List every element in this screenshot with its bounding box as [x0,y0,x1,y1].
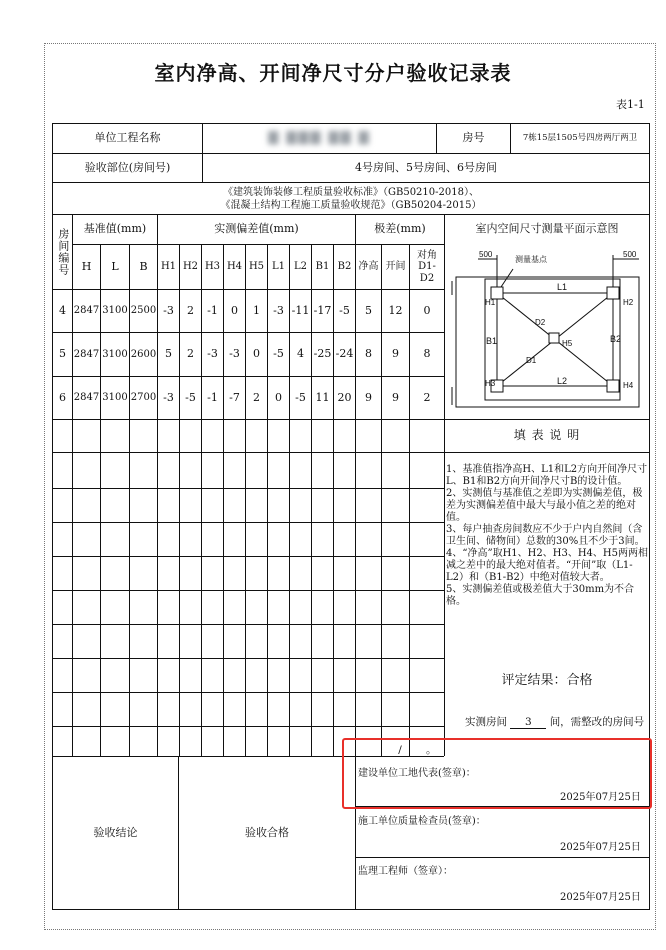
table-cell: -5 [185,390,196,404]
col-H3: H3 [204,261,221,273]
instructions [446,464,650,608]
col-diagonal: 对角D1-D2 [417,249,437,284]
project-name-value: ▇ ▇▇▇ ▇▇ ▇ [268,130,371,146]
table-cell: 12 [388,303,403,317]
table-cell: 4 [59,303,66,317]
col-B: B [139,259,148,273]
table-cell: -25 [313,347,332,361]
label-L2: L2 [557,376,568,386]
label-D2: D2 [535,318,546,327]
table-cell: 3100 [102,392,128,404]
project-name-label: 单位工程名称 [94,131,161,145]
table-cell: 2700 [130,392,157,404]
col-H4: H4 [226,261,243,273]
col-L: L [111,259,119,273]
table-cell: -1 [207,303,218,317]
table-cell: 2847 [73,392,100,404]
label-H4: H4 [623,381,634,390]
table-cell: -3 [207,347,218,361]
instruction-4: 4、“净高”取H1、H2、H3、H4、H5两两相减之差中的最大绝对值者。“开间”取（L1-L2）和（B1-B2）中绝对值较大者。 [446,548,649,583]
table-cell: -5 [339,303,350,317]
table-cell: 2847 [73,348,100,360]
dim-left: 500 [479,250,493,259]
table-cell: 5 [365,303,372,317]
table-cell: 2600 [130,348,157,360]
sig-contractor-date: 2025年07月25日 [560,842,641,853]
extreme-header: 极差(mm) [374,222,426,236]
col-net-height: 净高 [358,261,379,273]
table-cell: 0 [423,303,431,317]
rooms-count: 3 [510,716,546,729]
col-bay: 开间 [385,261,406,273]
label-H5: H5 [562,339,573,348]
table-cell: -3 [273,303,284,317]
base-header: 基准值(mm) [83,222,147,236]
page-title: 室内净高、开间净尺寸分户验收记录表 [154,61,512,85]
room-diagram [445,245,649,419]
col-L1: L1 [271,261,285,273]
part-label: 验收部位(房间号) [84,160,171,174]
room-label: 房号 [462,131,485,145]
col-B1: B1 [315,261,330,273]
end-mark: 。 [426,744,437,756]
table-cell: 9 [392,347,399,361]
table-cell: -3 [163,303,174,317]
table-cell: 0 [275,390,282,404]
instruction-5: 5、实测偏差值或极差值大于30mm为不合格。 [446,584,635,607]
table-cell: 4 [297,347,304,361]
rooms-prefix: 实测房间 [465,716,507,728]
table-cell: 0 [253,347,260,361]
standard-1: 《建筑装饰装修工程质量验收标准》（GB50210-2018）、 [223,186,479,198]
instruction-1: 1、基准值指净高H、L1和L2方向开间净尺寸L、B1和B2方向开间净尺寸B的设计值。 [446,464,648,487]
table-cell: 2 [253,390,260,404]
sig-owner-date: 2025年07月25日 [560,792,641,803]
table-cell: 0 [231,303,238,317]
room-number-header: 房间编号 [56,228,70,276]
measured-header: 实测偏差值(mm) [214,222,299,236]
instruction-3: 3、每户抽查房间数应不少于户内自然间（含卫生间、储物间）总数的30%且不少于3间。 [446,524,645,547]
base-point-label: 测量基点 [515,255,547,264]
table-cell: 9 [392,390,399,404]
evaluation-result: 评定结果：合格 [501,673,593,688]
part-value: 4号房间、5号房间、6号房间 [355,160,497,174]
label-L1: L1 [557,282,568,292]
table-cell: -24 [335,347,354,361]
table-cell: -5 [295,390,306,404]
table-cell: 2847 [73,305,100,317]
table-cell: 5 [165,347,172,361]
standards [53,183,649,214]
label-D1: D1 [526,356,537,365]
table-cell: -17 [313,303,332,317]
table-cell: -11 [291,303,310,317]
rooms-measured-line [465,714,644,729]
table-cell: 1 [253,303,260,317]
table-cell: 2500 [130,305,157,317]
col-H5: H5 [248,261,265,273]
table-cell: 8 [423,347,431,361]
table-cell: 11 [315,390,330,404]
table-cell: -1 [207,390,218,404]
table-cell: 3100 [102,348,128,360]
sig-contractor-role: 施工单位质量检查员(签章)： [358,816,486,827]
room-value: 7栋15层1505号四房两厅两卫 [522,132,638,143]
label-H2: H2 [623,298,634,307]
col-H: H [81,259,92,273]
sig-supervisor-role: 监理工程师（签章）： [358,866,453,877]
sig-supervisor-date: 2025年07月25日 [560,892,641,903]
table-cell: 6 [59,390,66,404]
instructions-title: 填 表 说 明 [513,428,581,443]
conclusion-label: 验收结论 [93,825,138,839]
table-cell: 3100 [102,305,128,317]
table-cell: 2 [423,390,431,404]
table-cell: 5 [59,347,66,361]
diagram-header: 室内空间尺寸测量平面示意图 [475,222,619,236]
table-cell: -5 [273,347,284,361]
col-H2: H2 [182,261,199,273]
col-H1: H1 [160,261,177,273]
label-B2: B2 [610,334,622,344]
col-B2: B2 [337,261,352,273]
table-cell: 2 [187,347,194,361]
label-H3: H3 [485,379,496,388]
table-number: 表1-1 [616,98,645,111]
table-cell: 9 [365,390,372,404]
sig-owner-role: 建设单位工地代表(签章)： [358,768,476,779]
col-L2: L2 [293,261,307,273]
table-cell: -7 [229,390,240,404]
table-cell: -3 [163,390,174,404]
table-cell: -3 [229,347,240,361]
label-H1: H1 [485,298,496,307]
rooms-suffix: 间，需整改的房间号 [549,716,645,728]
label-B1: B1 [486,336,498,346]
standard-2: 《混凝土结构工程施工质量验收规范》（GB50204-2015） [220,199,482,211]
table-cell: 8 [365,347,372,361]
table-cell: 20 [337,390,352,404]
dim-right: 500 [623,250,637,259]
highlight-annotation-box [342,738,652,809]
table-cell: 2 [187,303,194,317]
conclusion-value: 验收合格 [245,825,289,839]
rectify-value: / [382,744,418,757]
instruction-2: 2、实测值与基准值之差即为实测偏差值，极差为实测偏差值中最大与最小值之差的绝对值。 [446,488,643,523]
